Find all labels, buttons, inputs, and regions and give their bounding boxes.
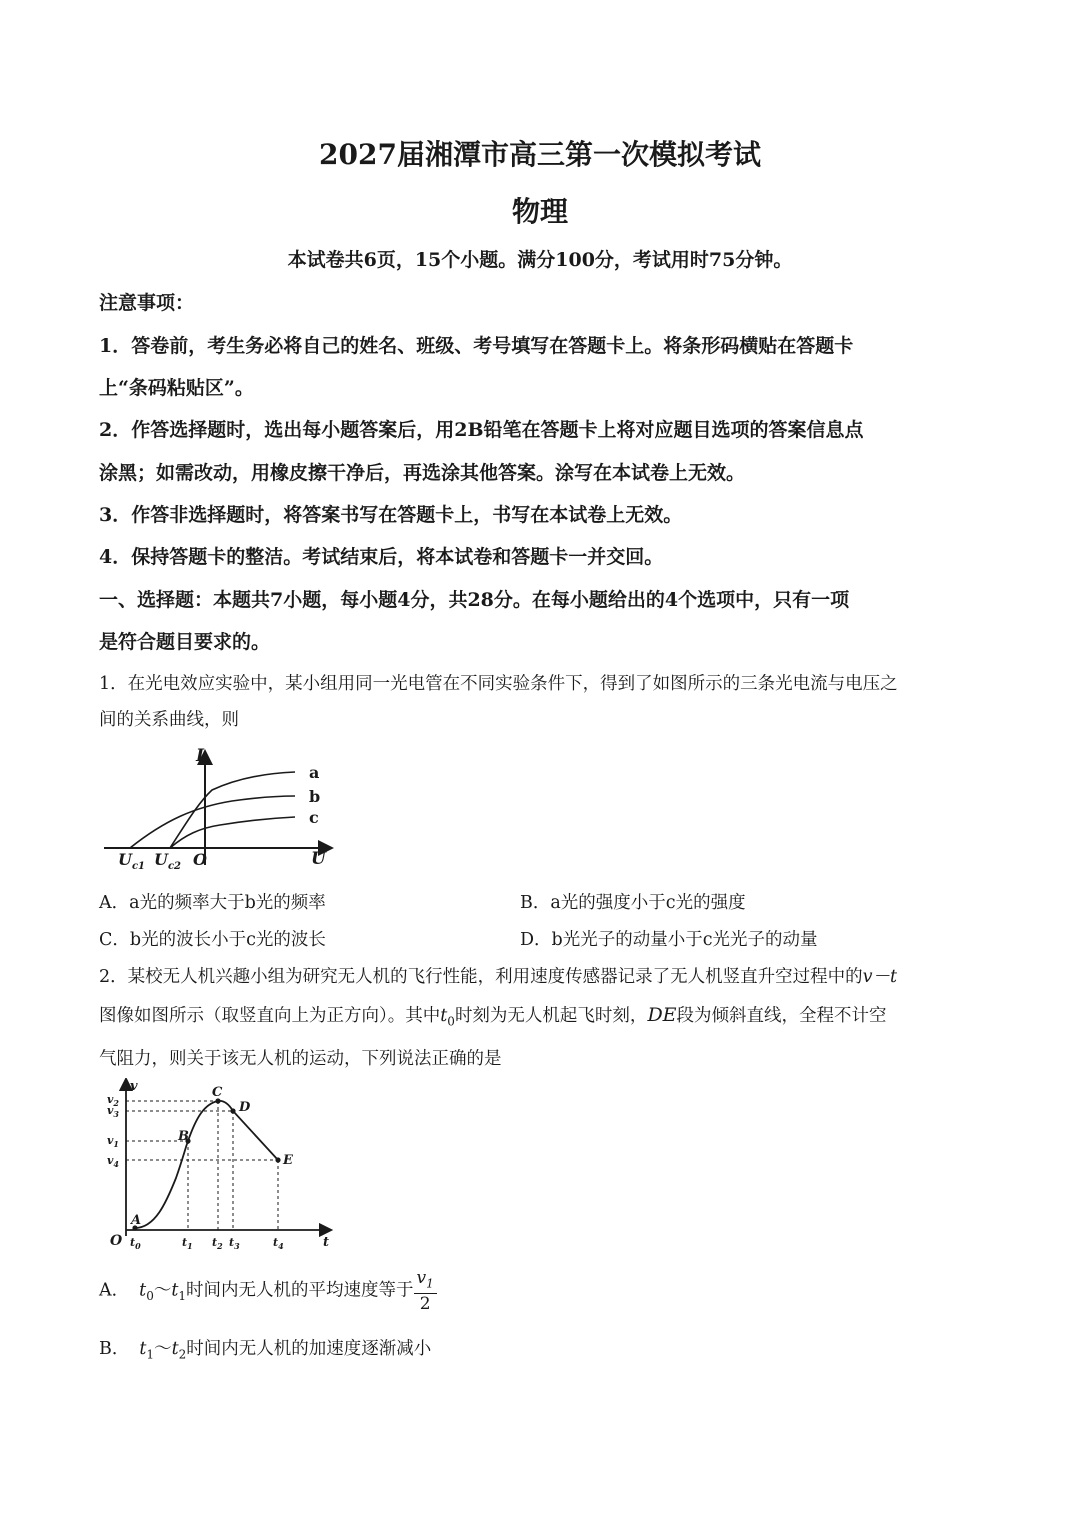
- q2-v1-tick: $v_1$: [107, 1134, 119, 1149]
- q2-option-b-t-start: t: [139, 1339, 147, 1359]
- q2-stem-line2-b: 时刻为无人机起飞时刻，: [454, 1006, 648, 1026]
- q2-frac-num-sub: 1: [426, 1276, 434, 1291]
- q1-stem-line2: 间的关系曲线，则: [99, 710, 239, 730]
- q2-stem-line2-c: 段为倾斜直线，全程不计空: [676, 1006, 887, 1026]
- notice-item-2-line1: 2．作答选择题时，选出每小题答案后，用2B铅笔在答题卡上将对应题目选项的答案信息点: [99, 419, 864, 441]
- notice-heading: 注意事项：: [99, 292, 195, 314]
- q1-uc2-label: $U_{c2}$: [154, 850, 181, 872]
- q2-label-b: B: [178, 1129, 189, 1144]
- q2-vt-symbol: v－t: [862, 967, 898, 987]
- q2-t3-tick: $t_3$: [229, 1236, 240, 1250]
- q1-curve-label-a: a: [309, 763, 320, 782]
- q2-option-b-prefix: B．: [99, 1339, 130, 1359]
- notice-item-3: 3．作答非选择题时，将答案书写在答题卡上，书写在本试卷上无效。: [99, 504, 683, 526]
- q2-stem-line1-text: 2．某校无人机兴趣小组为研究无人机的飞行性能，利用速度传感器记录了无人机竖直升空过程中的: [99, 967, 863, 987]
- q2-option-b-t-end: t: [171, 1339, 179, 1359]
- q2-guide-lines: [126, 1101, 278, 1230]
- q2-frac-den: 2: [419, 1294, 431, 1315]
- notice-item-1-line1: 1．答卷前，考生务必将自己的姓名、班级、考号填写在答题卡上。将条形码横贴在答题卡: [99, 335, 854, 357]
- q1-option-d[interactable]: D．b光光子的动量小于c光光子的动量: [520, 930, 818, 950]
- section1-line1: 一、选择题：本题共7小题，每小题4分，共28分。在每小题给出的4个选项中，只有一项: [99, 589, 850, 611]
- q2-option-a-t-start: t: [139, 1280, 147, 1301]
- q1-option-b[interactable]: B．a光的强度小于c光的强度: [520, 893, 746, 913]
- q2-option-b-t-start-sub: 1: [146, 1347, 155, 1362]
- q2-label-a: A: [131, 1213, 142, 1228]
- q2-point-e: [275, 1157, 280, 1162]
- q1-option-a[interactable]: A．a光的频率大于b光的频率: [99, 893, 326, 913]
- q2-option-a-tilde: ～: [153, 1280, 172, 1301]
- notice-item-4: 4．保持答题卡的整洁。考试结束后，将本试卷和答题卡一并交回。: [99, 546, 664, 568]
- q2-v2-tick: $v_2$: [107, 1093, 119, 1108]
- q2-option-a-t-end-sub: 1: [178, 1289, 187, 1304]
- q2-de-symbol: DE: [647, 1004, 677, 1026]
- subject-title: 物理: [511, 195, 568, 228]
- q2-option-a-fraction: [414, 1268, 437, 1314]
- q2-option-a-text: 时间内无人机的平均速度等于: [186, 1280, 414, 1301]
- q1-curve-label-c: c: [309, 808, 319, 827]
- q1-uc1-label: $U_{c1}$: [118, 850, 145, 872]
- q2-option-b-text: 时间内无人机的加速度逐渐减小: [186, 1339, 432, 1359]
- q2-t0-sub: 0: [447, 1014, 455, 1029]
- q1-curve-b: [130, 796, 295, 848]
- q2-v4-tick: $v_4$: [107, 1154, 119, 1169]
- q2-v-label: v: [130, 1079, 138, 1094]
- q2-stem-line3: 气阻力，则关于该无人机的运动，下列说法正确的是: [99, 1049, 502, 1069]
- q1-curve-a: [170, 772, 295, 848]
- q2-label-c: C: [212, 1085, 223, 1100]
- q2-label-e: E: [283, 1153, 293, 1168]
- notice-item-1-line2: 上“条码粘贴区”。: [99, 377, 254, 399]
- exam-intro: 本试卷共6页，15个小题。满分100分，考试用时75分钟。: [287, 249, 793, 271]
- q2-t1-tick: $t_1$: [182, 1236, 193, 1250]
- q2-option-a-t-start-sub: 0: [146, 1289, 154, 1304]
- q2-option-a-prefix: A．: [99, 1280, 130, 1301]
- section1-line2: 是符合题目要求的。: [99, 631, 271, 653]
- q2-vt-curve: [135, 1101, 278, 1228]
- q2-origin-label: O: [110, 1233, 123, 1249]
- q1-stem-line1: 1．在光电效应实验中，某小组用同一光电管在不同实验条件下，得到了如图所示的三条光电流与电压之: [99, 674, 898, 694]
- q1-curve-label-b: b: [309, 787, 321, 806]
- q1-curve-c: [170, 817, 295, 848]
- q1-u-label: U: [311, 849, 326, 869]
- q2-label-d: D: [239, 1100, 251, 1115]
- q2-vt-graph: [100, 1078, 340, 1250]
- q1-origin-label: O: [193, 850, 207, 869]
- exam-title: 2027届湘潭市高三第一次模拟考试: [319, 138, 761, 171]
- notice-item-2-line2: 涂黑；如需改动，用橡皮擦干净后，再选涂其他答案。涂写在本试卷上无效。: [99, 462, 746, 484]
- q1-iu-graph: [100, 745, 340, 875]
- q2-t-label: t: [323, 1235, 330, 1250]
- q2-stem-line1: [99, 963, 897, 988]
- q2-option-a-t-end: t: [171, 1280, 179, 1301]
- q2-v3-tick: $v_3$: [107, 1104, 119, 1119]
- q2-point-d: [230, 1108, 235, 1113]
- q2-option-b-t-end-sub: 2: [178, 1347, 187, 1362]
- q2-t0-symbol: t: [440, 1006, 448, 1026]
- q1-option-c[interactable]: C．b光的波长小于c光的波长: [99, 930, 326, 950]
- q1-i-label: I: [196, 746, 204, 766]
- q2-option-a[interactable]: [99, 1268, 437, 1314]
- q2-option-b-tilde: ～: [154, 1339, 172, 1359]
- q2-t4-tick: $t_4$: [273, 1236, 284, 1250]
- q2-stem-line2-a: 图像如图所示（取竖直向上为正方向）。其中: [99, 1006, 441, 1026]
- q2-t2-tick: $t_2$: [212, 1236, 223, 1250]
- q2-stem-line2: [99, 1002, 887, 1029]
- q2-option-b[interactable]: [99, 1335, 431, 1362]
- q2-t0-tick: $t_0$: [130, 1236, 141, 1250]
- q2-frac-num: v: [416, 1268, 427, 1288]
